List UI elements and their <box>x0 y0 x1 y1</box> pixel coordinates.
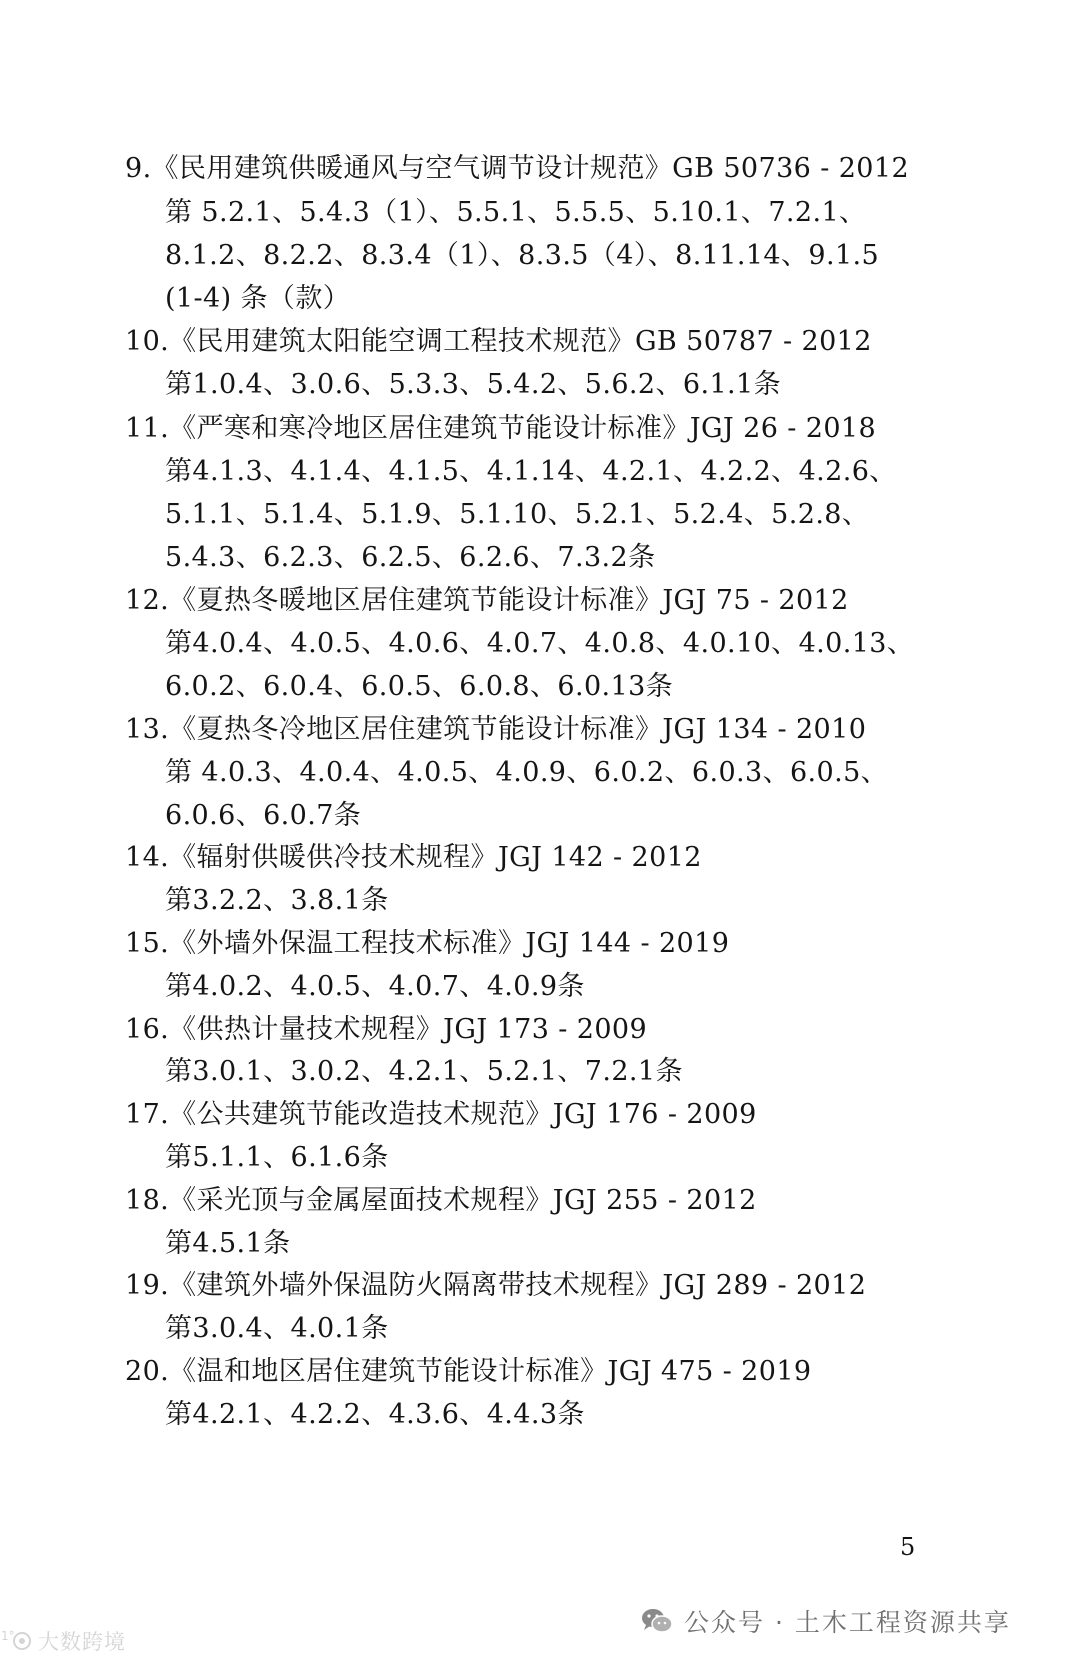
entry-title: 19.《建筑外墙外保温防火隔离带技术规程》JGJ 289 - 2012 <box>125 1270 867 1301</box>
logo-icon <box>0 1628 36 1654</box>
wechat-icon <box>640 1606 674 1636</box>
entry-title: 11.《严寒和寒冷地区居住建筑节能设计标准》JGJ 26 - 2018 <box>125 413 877 444</box>
entry-clauses: 第4.0.4、4.0.5、4.0.6、4.0.7、4.0.8、4.0.10、4.0.13、 <box>165 628 915 659</box>
page-number: 5 <box>900 1533 916 1561</box>
entry-title: 13.《夏热冬冷地区居住建筑节能设计标准》JGJ 134 - 2010 <box>125 714 867 745</box>
entry-clauses: 第1.0.4、3.0.6、5.3.3、5.4.2、5.6.2、6.1.1条 <box>165 369 781 400</box>
entry-clauses: 第4.5.1条 <box>165 1228 291 1259</box>
entry-clauses: 8.1.2、8.2.2、8.3.4（1）、8.3.5（4）、8.11.14、9.1.5 <box>165 240 880 271</box>
entry-title: 9.《民用建筑供暖通风与空气调节设计规范》GB 50736 - 2012 <box>125 153 910 184</box>
svg-text:1°: 1° <box>1 1629 15 1643</box>
entry-title: 18.《采光顶与金属屋面技术规程》JGJ 255 - 2012 <box>125 1185 757 1216</box>
entry-clauses: 5.1.1、5.1.4、5.1.9、5.1.10、5.2.1、5.2.4、5.2.8、 <box>165 499 870 530</box>
entry-clauses: 5.4.3、6.2.3、6.2.5、6.2.6、7.3.2条 <box>165 542 656 573</box>
entry-clauses: 第3.0.4、4.0.1条 <box>165 1313 389 1344</box>
entry-clauses: 第5.1.1、6.1.6条 <box>165 1142 389 1173</box>
entry-clauses: 第 5.2.1、5.4.3（1）、5.5.1、5.5.5、5.10.1、7.2.1、 <box>165 197 867 228</box>
entry-title: 12.《夏热冬暖地区居住建筑节能设计标准》JGJ 75 - 2012 <box>125 585 849 616</box>
account-watermark <box>640 1601 1011 1641</box>
entry-title: 17.《公共建筑节能改造技术规范》JGJ 176 - 2009 <box>125 1099 757 1130</box>
entry-clauses: 6.0.6、6.0.7条 <box>165 800 362 831</box>
brand-watermark-text: 大数跨境 <box>38 1630 126 1654</box>
account-watermark-text: 公众号 · 土木工程资源共享 <box>684 1608 1011 1637</box>
entry-title: 16.《供热计量技术规程》JGJ 173 - 2009 <box>125 1014 648 1045</box>
brand-watermark <box>0 1623 126 1659</box>
entry-clauses: 6.0.2、6.0.4、6.0.5、6.0.8、6.0.13条 <box>165 671 674 702</box>
entry-title: 14.《辐射供暖供冷技术规程》JGJ 142 - 2012 <box>125 842 702 873</box>
entry-title: 15.《外墙外保温工程技术标准》JGJ 144 - 2019 <box>125 928 730 959</box>
entry-title: 20.《温和地区居住建筑节能设计标准》JGJ 475 - 2019 <box>125 1356 812 1387</box>
entry-clauses: 第4.0.2、4.0.5、4.0.7、4.0.9条 <box>165 971 585 1002</box>
entry-clauses: 第4.1.3、4.1.4、4.1.5、4.1.14、4.2.1、4.2.2、4.2.6、 <box>165 456 897 487</box>
entry-title: 10.《民用建筑太阳能空调工程技术规范》GB 50787 - 2012 <box>125 326 872 357</box>
entry-clauses: 第 4.0.3、4.0.4、4.0.5、4.0.9、6.0.2、6.0.3、6.0.5、 <box>165 757 889 788</box>
entry-clauses: (1-4) 条（款） <box>165 283 351 314</box>
entry-clauses: 第3.2.2、3.8.1条 <box>165 885 389 916</box>
entry-clauses: 第3.0.1、3.0.2、4.2.1、5.2.1、7.2.1条 <box>165 1056 683 1087</box>
entry-clauses: 第4.2.1、4.2.2、4.3.6、4.4.3条 <box>165 1399 585 1430</box>
